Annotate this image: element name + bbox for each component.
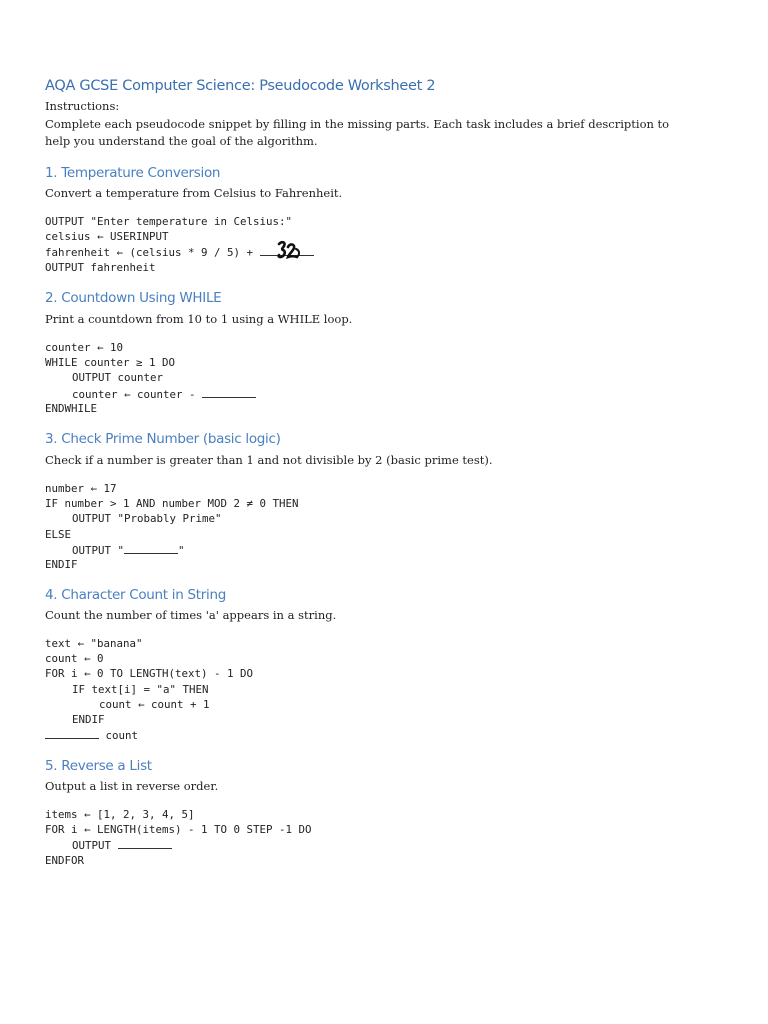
task-2-code	[45, 340, 256, 416]
code-line: celsius ← USERINPUT	[45, 230, 169, 244]
code-line	[45, 727, 253, 742]
instructions-label: Instructions:	[45, 99, 120, 113]
handwritten-answer-scribble	[276, 240, 304, 262]
code-line	[45, 386, 256, 401]
code-line	[45, 244, 314, 259]
code-line: items ← [1, 2, 3, 4, 5]	[45, 808, 195, 821]
code-text: fahrenheit ← (celsius * 9 / 5) +	[45, 246, 260, 260]
task-1-description: Convert a temperature from Celsius to Fahrenheit.	[45, 186, 343, 200]
code-line: text ← "banana"	[45, 637, 143, 650]
code-line: OUTPUT counter	[72, 371, 164, 385]
code-line: ENDIF	[45, 557, 78, 571]
code-line: count ← 0	[45, 652, 104, 666]
code-line: OUTPUT "Enter temperature in Celsius:"	[45, 215, 293, 228]
answer-blank[interactable]	[45, 727, 99, 739]
code-line: ENDWHILE	[45, 401, 98, 415]
code-line: ENDFOR	[45, 853, 85, 867]
code-text: OUTPUT "	[72, 543, 125, 557]
code-text: "	[178, 543, 185, 557]
task-1-code	[45, 214, 314, 275]
code-line: ENDIF	[72, 712, 105, 726]
code-line	[45, 837, 312, 852]
code-line: number ← 17	[45, 482, 117, 495]
task-1-heading: 1. Temperature Conversion	[45, 165, 221, 181]
answer-blank[interactable]	[118, 837, 172, 849]
code-text: count	[99, 729, 139, 743]
code-line: FOR i ← LENGTH(items) - 1 TO 0 STEP -1 DO	[45, 823, 312, 837]
code-line: count ← count + 1	[99, 697, 210, 711]
code-line: OUTPUT fahrenheit	[45, 260, 156, 274]
code-line: WHILE counter ≥ 1 DO	[45, 356, 176, 370]
task-3-heading: 3. Check Prime Number (basic logic)	[45, 431, 281, 447]
page-title: AQA GCSE Computer Science: Pseudocode Worksheet 2	[45, 78, 436, 94]
task-3-code	[45, 481, 299, 572]
answer-blank[interactable]	[124, 542, 178, 554]
task-5-code	[45, 807, 312, 868]
task-3-description: Check if a number is greater than 1 and not divisible by 2 (basic prime test).	[45, 453, 493, 467]
task-4-code	[45, 636, 253, 742]
code-line: ELSE	[45, 527, 72, 541]
code-line	[45, 542, 299, 557]
task-2-heading: 2. Countdown Using WHILE	[45, 290, 222, 306]
task-4-heading: 4. Character Count in String	[45, 587, 226, 603]
code-line: counter ← 10	[45, 341, 124, 354]
code-line: FOR i ← 0 TO LENGTH(text) - 1 DO	[45, 667, 254, 681]
answer-blank[interactable]	[202, 386, 256, 398]
code-line: OUTPUT "Probably Prime"	[72, 512, 222, 526]
instructions-text: Complete each pseudocode snippet by filling in the missing parts. Each task includes a brief description to help you understand the goal of the algorithm.	[45, 117, 670, 148]
task-5-heading: 5. Reverse a List	[45, 758, 152, 774]
code-text: counter ← counter -	[72, 387, 203, 401]
task-5-description: Output a list in reverse order.	[45, 779, 219, 793]
task-2-description: Print a countdown from 10 to 1 using a WHILE loop.	[45, 312, 353, 326]
code-line: IF number > 1 AND number MOD 2 ≠ 0 THEN	[45, 497, 299, 511]
code-text: OUTPUT	[72, 839, 118, 853]
code-line: IF text[i] = "a" THEN	[72, 682, 209, 696]
task-4-description: Count the number of times 'a' appears in a string.	[45, 608, 337, 622]
